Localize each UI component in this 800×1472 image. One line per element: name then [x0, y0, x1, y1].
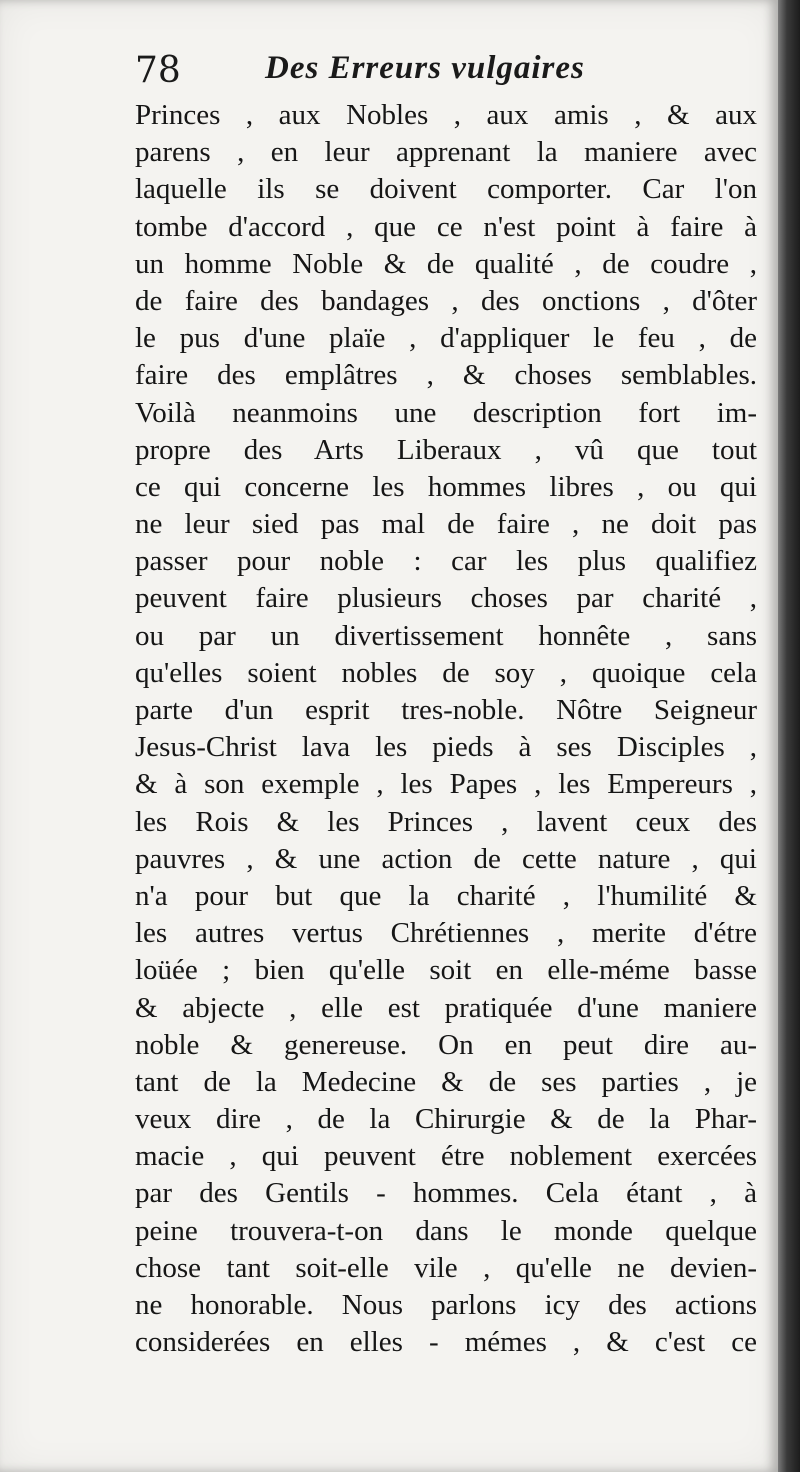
text-line: Princes , aux Nobles , aux amis , & aux	[135, 99, 757, 131]
text-line: Voilà neanmoins une description fort im-	[135, 396, 757, 429]
text-line: loüée ; bien qu'elle soit en elle-méme basse	[135, 954, 757, 987]
text-line: par des Gentils - hommes. Cela étant , à	[135, 1177, 757, 1210]
text-line: laquelle ils se doivent comporter. Car l'on	[135, 173, 757, 206]
text-line: n'a pour but que la charité , l'humilité &	[135, 879, 757, 912]
text-line: pauvres , & une action de cette nature , qui	[135, 842, 757, 875]
text-line: peuvent faire plusieurs choses par charité ,	[135, 582, 757, 615]
text-line: les Rois & les Princes , lavent ceux des	[135, 805, 757, 838]
text-line: passer pour noble : car les plus qualifiez	[135, 545, 757, 578]
text-line: faire des emplâtres , & choses semblables.	[135, 359, 757, 392]
text-line: tant de la Medecine & de ses parties , je	[135, 1065, 757, 1098]
text-line: ou par un divertissement honnête , sans	[135, 619, 757, 652]
page-edge-shadow	[778, 0, 800, 1472]
text-line: propre des Arts Liberaux , vû que tout	[135, 433, 757, 466]
running-head: Des Erreurs vulgaires	[265, 50, 585, 86]
page-number: 78	[135, 50, 181, 91]
text-line: ne leur sied pas mal de faire , ne doit pas	[135, 508, 757, 541]
text-line: parens , en leur apprenant la maniere avec	[135, 136, 757, 169]
text-line: les autres vertus Chrétiennes , merite d'étre	[135, 917, 757, 950]
text-line: tombe d'accord , que ce n'est point à faire à	[135, 210, 757, 243]
text-line: chose tant soit-elle vile , qu'elle ne devien-	[135, 1251, 757, 1284]
text-line: de faire des bandages , des onctions , d'ôter	[135, 284, 757, 317]
text-line: le pus d'une plaïe , d'appliquer le feu , de	[135, 322, 757, 355]
text-line: macie , qui peuvent étre noblement exercées	[135, 1140, 757, 1173]
body-text	[135, 97, 757, 1361]
text-line: & à son exemple , les Papes , les Empereurs ,	[135, 768, 757, 801]
text-line: qu'elles soient nobles de soy , quoique cela	[135, 656, 757, 689]
text-line: parte d'un esprit tres-noble. Nôtre Seigneur	[135, 694, 757, 726]
text-line: & abjecte , elle est pratiquée d'une maniere	[135, 991, 757, 1024]
text-line: ce qui concerne les hommes libres , ou qui	[135, 470, 757, 503]
text-line: peine trouvera-t-on dans le monde quelque	[135, 1214, 757, 1247]
page-header	[135, 50, 755, 100]
text-line: noble & genereuse. On en peut dire au-	[135, 1028, 757, 1061]
text-line: un homme Noble & de qualité , de coudre ,	[135, 247, 757, 280]
text-line: considerées en elles - mémes , & c'est ce	[135, 1326, 757, 1359]
text-line: veux dire , de la Chirurgie & de la Phar-	[135, 1103, 757, 1136]
text-line: ne honorable. Nous parlons icy des actions	[135, 1289, 757, 1321]
text-line: Jesus-Christ lava les pieds à ses Disciples ,	[135, 731, 757, 764]
